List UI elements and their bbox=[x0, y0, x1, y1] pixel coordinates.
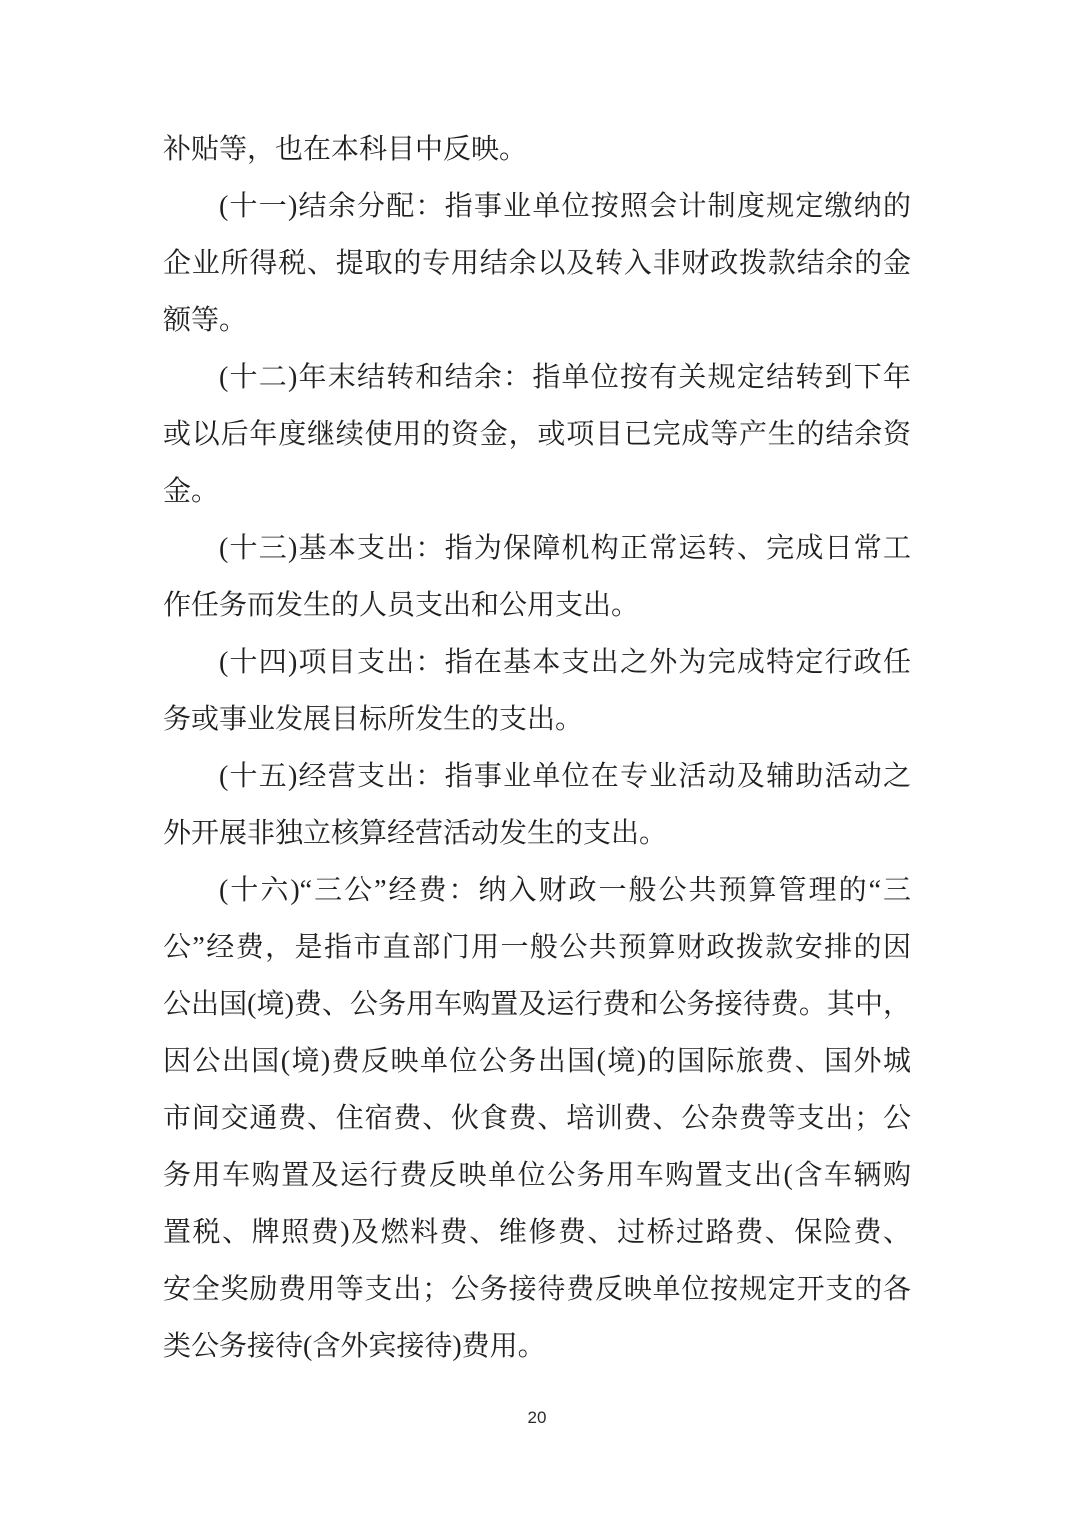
text-line: 置税、牌照费)及燃料费、维修费、过桥过路费、保险费、 bbox=[163, 1217, 911, 1248]
page-number: 20 bbox=[527, 1408, 547, 1427]
text-line: (十五)经营支出：指事业单位在专业活动及辅助活动之 bbox=[219, 761, 911, 792]
text-line: 类公务接待(含外宾接待)费用。 bbox=[163, 1331, 546, 1362]
text-line: 企业所得税、提取的专用结余以及转入非财政拨款结余的金 bbox=[163, 248, 911, 279]
paragraph bbox=[163, 634, 911, 748]
text-line: 或以后年度继续使用的资金，或项目已完成等产生的结余资 bbox=[163, 419, 911, 450]
text-line: 公”经费，是指市直部门用一般公共预算财政拨款安排的因 bbox=[163, 932, 911, 963]
text-line: (十六)“三公”经费：纳入财政一般公共预算管理的“三 bbox=[219, 875, 911, 906]
text-line: (十四)项目支出：指在基本支出之外为完成特定行政任 bbox=[219, 647, 911, 678]
text-line: 额等。 bbox=[163, 305, 248, 336]
text-line: (十二)年末结转和结余：指单位按有关规定结转到下年 bbox=[219, 362, 911, 393]
text-line: (十三)基本支出：指为保障机构正常运转、完成日常工 bbox=[219, 533, 911, 564]
text-line: 金。 bbox=[163, 476, 220, 507]
text-line: 务或事业发展目标所发生的支出。 bbox=[163, 704, 584, 735]
text-line: 作任务而发生的人员支出和公用支出。 bbox=[163, 590, 640, 621]
text-line: 公出国(境)费、公务用车购置及运行费和公务接待费。其中， bbox=[163, 989, 911, 1020]
text-line: 因公出国(境)费反映单位公务出国(境)的国际旅费、国外城 bbox=[163, 1046, 911, 1077]
paragraph bbox=[163, 748, 911, 862]
text-line: (十一)结余分配：指事业单位按照会计制度规定缴纳的 bbox=[219, 191, 911, 222]
paragraph bbox=[163, 349, 911, 520]
text-line: 外开展非独立核算经营活动发生的支出。 bbox=[163, 818, 668, 849]
text-line: 市间交通费、住宿费、伙食费、培训费、公杂费等支出；公 bbox=[163, 1103, 911, 1134]
document-body bbox=[163, 121, 911, 1375]
paragraph bbox=[163, 121, 911, 178]
text-line: 安全奖励费用等支出；公务接待费反映单位按规定开支的各 bbox=[163, 1274, 911, 1305]
paragraph bbox=[163, 520, 911, 634]
text-line: 补贴等，也在本科目中反映。 bbox=[163, 134, 528, 165]
paragraph bbox=[163, 178, 911, 349]
paragraph bbox=[163, 862, 911, 1375]
text-line: 务用车购置及运行费反映单位公务用车购置支出(含车辆购 bbox=[163, 1160, 911, 1191]
